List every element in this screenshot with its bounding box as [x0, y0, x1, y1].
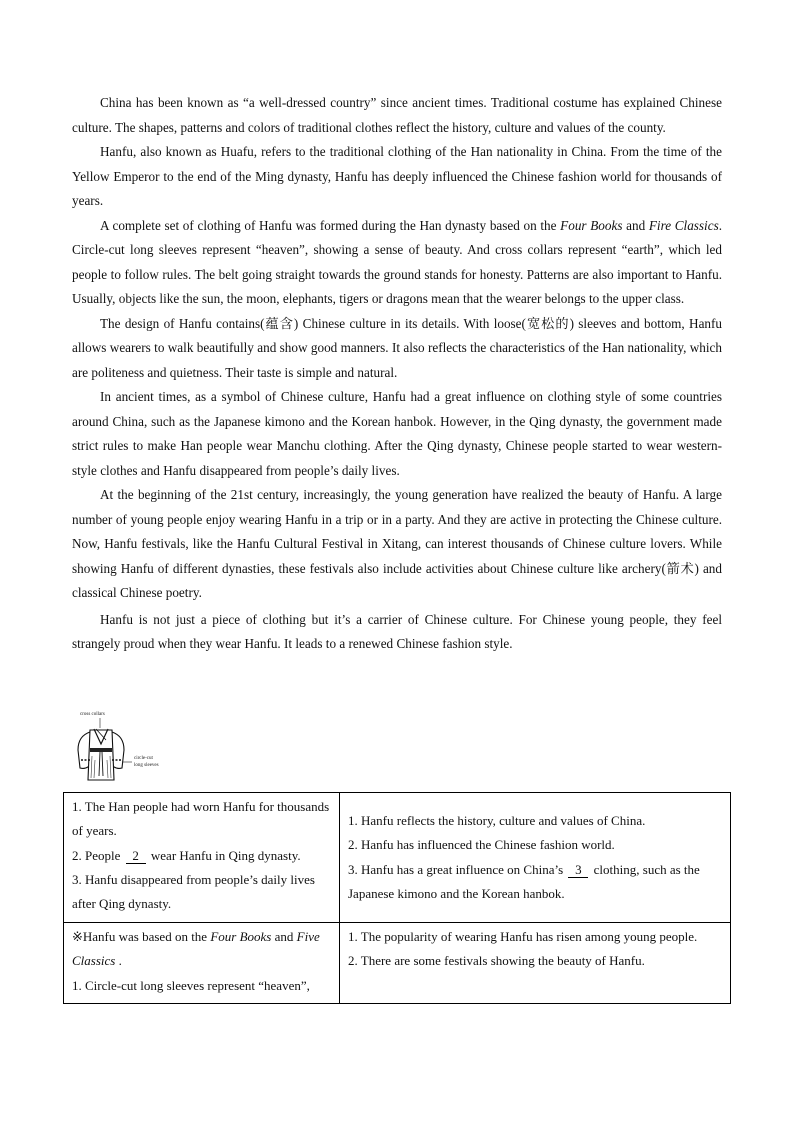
circle-cut-label: circle-cut — [134, 756, 153, 761]
blank-3[interactable]: 3 — [568, 862, 588, 878]
r1l-item2-post: wear Hanfu in Qing dynasty. — [147, 847, 301, 863]
r1r-item3 — [348, 858, 722, 907]
r2l-item0 — [72, 925, 331, 974]
table-row — [64, 793, 731, 923]
p3-start: A complete set of clothing of Hanfu was formed during the Han dynasty based on the — [100, 217, 561, 233]
r1l-item1: 1. The Han people had worn Hanfu for thousands of years. — [72, 799, 330, 839]
r2l-four-books: Four Books — [210, 929, 272, 944]
blank-2[interactable]: 2 — [126, 848, 146, 864]
r1l-item2 — [72, 844, 331, 868]
r1r-item2: 2. Hanfu has influenced the Chinese fashion world. — [348, 837, 615, 853]
paragraph-7: Hanfu is not just a piece of clothing but it’s a carrier of Chinese culture. For Chinese young people, they feel strangely proud when they wear Hanfu. It leads to a renewed Chinese fashion style. — [72, 611, 722, 651]
r2r-item1: 1. The popularity of wearing Hanfu has risen among young people. — [348, 929, 698, 944]
paragraph-3 — [72, 214, 722, 312]
p3-and: and — [622, 217, 649, 233]
table-cell-row1-right — [340, 793, 731, 923]
r2l-item0-post: . — [115, 953, 122, 969]
r1l-item3: 3. Hanfu disappeared from people’s daily lives after Qing dynasty. — [72, 871, 315, 912]
paragraph-4: The design of Hanfu contains(蕴含) Chinese culture in its details. With loose(宽松的) sleeves and bottom, Hanfu allows wearers to walk beautifully and show good manners. It also reflects the characteristics of the Han nationality, which are politeness and quietness. Their taste is simple and natural. — [72, 315, 722, 380]
notes-table — [63, 792, 731, 1004]
article — [72, 91, 722, 657]
r2l-item0-pre: ※Hanfu was based on the — [72, 929, 211, 944]
hanfu-robe-drawing — [74, 710, 174, 785]
paragraph-2: Hanfu, also known as Huafu, refers to the traditional clothing of the Han nationality in China. From the time of the Yellow Emperor to the end of the Ming dynasty, Hanfu has deeply influenced the Chinese fashion world for thousands of years. — [72, 144, 722, 208]
table-cell-row2-right — [340, 923, 731, 1004]
paragraph-6: At the beginning of the 21st century, increasingly, the young generation have realized the beauty of Hanfu. A large number of young people enjoy wearing Hanfu in a trip or in a party. And they are active in protecting the Chinese culture. Now, Hanfu festivals, like the Hanfu Cultural Festival in Xitang, can interest thousands of Chinese culture lovers. While showing Hanfu of different dynasties, these festivals also include activities about Chinese culture like archery(箭术) and classical Chinese poetry. — [72, 487, 722, 600]
fire-classics-title: Fire Classics — [648, 217, 719, 233]
cross-collars-label: cross collars — [80, 712, 105, 717]
r1r-item1: 1. Hanfu reflects the history, culture and values of China. — [348, 812, 646, 828]
four-books-title: Four Books — [560, 217, 623, 233]
r1r-item3-pre: 3. Hanfu has a great influence on China’s — [348, 861, 567, 877]
table-cell-row1-left — [64, 793, 340, 923]
r2l-item1: 1. Circle-cut long sleeves represent “heaven”, — [72, 977, 310, 993]
paragraph-1: China has been known as “a well-dressed country” since ancient times. Traditional costume has explained Chinese culture. The shapes, patterns and colors of traditional clothes reflect the history, culture and values of the county. — [72, 95, 722, 135]
r2r-item2: 2. There are some festivals showing the beauty of Hanfu. — [348, 953, 645, 969]
table-row — [64, 923, 731, 1004]
r2l-five-classics: Five Classics — [72, 929, 320, 969]
r1r-item3-post: clothing, such as the Japanese kimono and the Korean hanbok. — [348, 861, 700, 901]
p3-rest: . Circle-cut long sleeves represent “heaven”, showing a sense of beauty. And cross collars represent “earth”, which led people to follow rules. The belt going straight towards the ground stands for honesty. Patterns are also important to Hanfu. Usually, objects like the sun, the moon, elephants, tigers or dragons mean that the wearer belongs to the upper class. — [72, 217, 722, 306]
long-sleeves-label: long sleeves — [134, 763, 159, 768]
r1l-item2-pre: 2. People — [72, 847, 124, 863]
hanfu-illustration — [74, 710, 174, 785]
table-cell-row2-left — [64, 923, 340, 1004]
r2l-and: and — [271, 929, 297, 944]
paragraph-5: In ancient times, as a symbol of Chinese culture, Hanfu had a great influence on clothing style of some countries around China, such as the Japanese kimono and the Korean hanbok. However, in the Qing dynasty, the government made strict rules to make Han people wear Manchu clothing. After the Qing dynasty, Chinese people started to wear western-style clothes and Hanfu disappeared from people’s daily lives. — [72, 389, 722, 478]
